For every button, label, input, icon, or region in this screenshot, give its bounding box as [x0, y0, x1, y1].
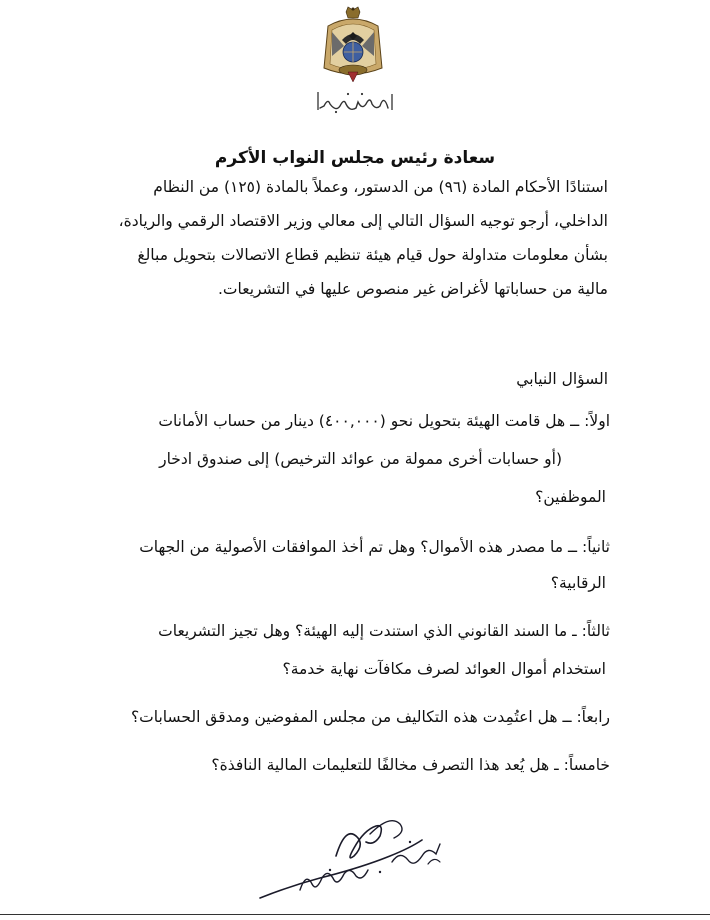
question-1-line-1: اولاً: ــ هل قامت الهيئة بتحويل نحو (٤٠٠,٠٠٠) دينار من حساب الأمانات: [158, 412, 610, 430]
question-3-line-1: ثالثاً: ـ ما السند القانوني الذي استندت إليه الهيئة؟ وهل تجيز التشريعات: [158, 622, 610, 640]
question-2-line-1: ثانياً: ــ ما مصدر هذه الأموال؟ وهل تم أخذ الموافقات الأصولية من الجهات: [139, 538, 610, 556]
question-3-line-2: استخدام أموال العوائد لصرف مكافآت نهاية خدمة؟: [282, 660, 606, 678]
intro-paragraph: [88, 178, 608, 338]
intro-line: مالية من حساباتها لأغراض غير منصوص عليها في التشريعات.: [217, 280, 608, 298]
royal-coat-of-arms-icon: [318, 6, 388, 84]
handwritten-signature-icon: [250, 812, 450, 904]
intro-line: الداخلي، أرجو توجيه السؤال التالي إلى معالي وزير الاقتصاد الرقمي والريادة،: [118, 212, 608, 230]
intro-line: استنادًا الأحكام المادة (٩٦) من الدستور، وعملاً بالمادة (١٢٥) من النظام: [153, 178, 608, 196]
parliament-logo: [300, 86, 410, 116]
question-5: خامساً: ـ هل يُعد هذا التصرف مخالفًا للتعليمات المالية النافذة؟: [211, 756, 610, 774]
question-1-line-2: (أو حسابات أخرى ممولة من عوائد الترخيص) إلى صندوق ادخار: [159, 450, 562, 468]
intro-line: بشأن معلومات متداولة حول قيام هيئة تنظيم قطاع الاتصالات بتحويل مبالغ: [137, 246, 608, 264]
question-4: رابعاً: ــ هل اعتُمِدت هذه التكاليف من مجلس المفوضين ومدقق الحسابات؟: [130, 708, 610, 726]
footer-divider: [0, 914, 710, 915]
section-title: السؤال النيابي: [516, 370, 608, 388]
addressee-title: سعادة رئيس مجلس النواب الأكرم: [214, 148, 496, 168]
question-2-line-2: الرقابية؟: [550, 574, 606, 592]
question-1-line-3: الموظفين؟: [535, 488, 606, 506]
